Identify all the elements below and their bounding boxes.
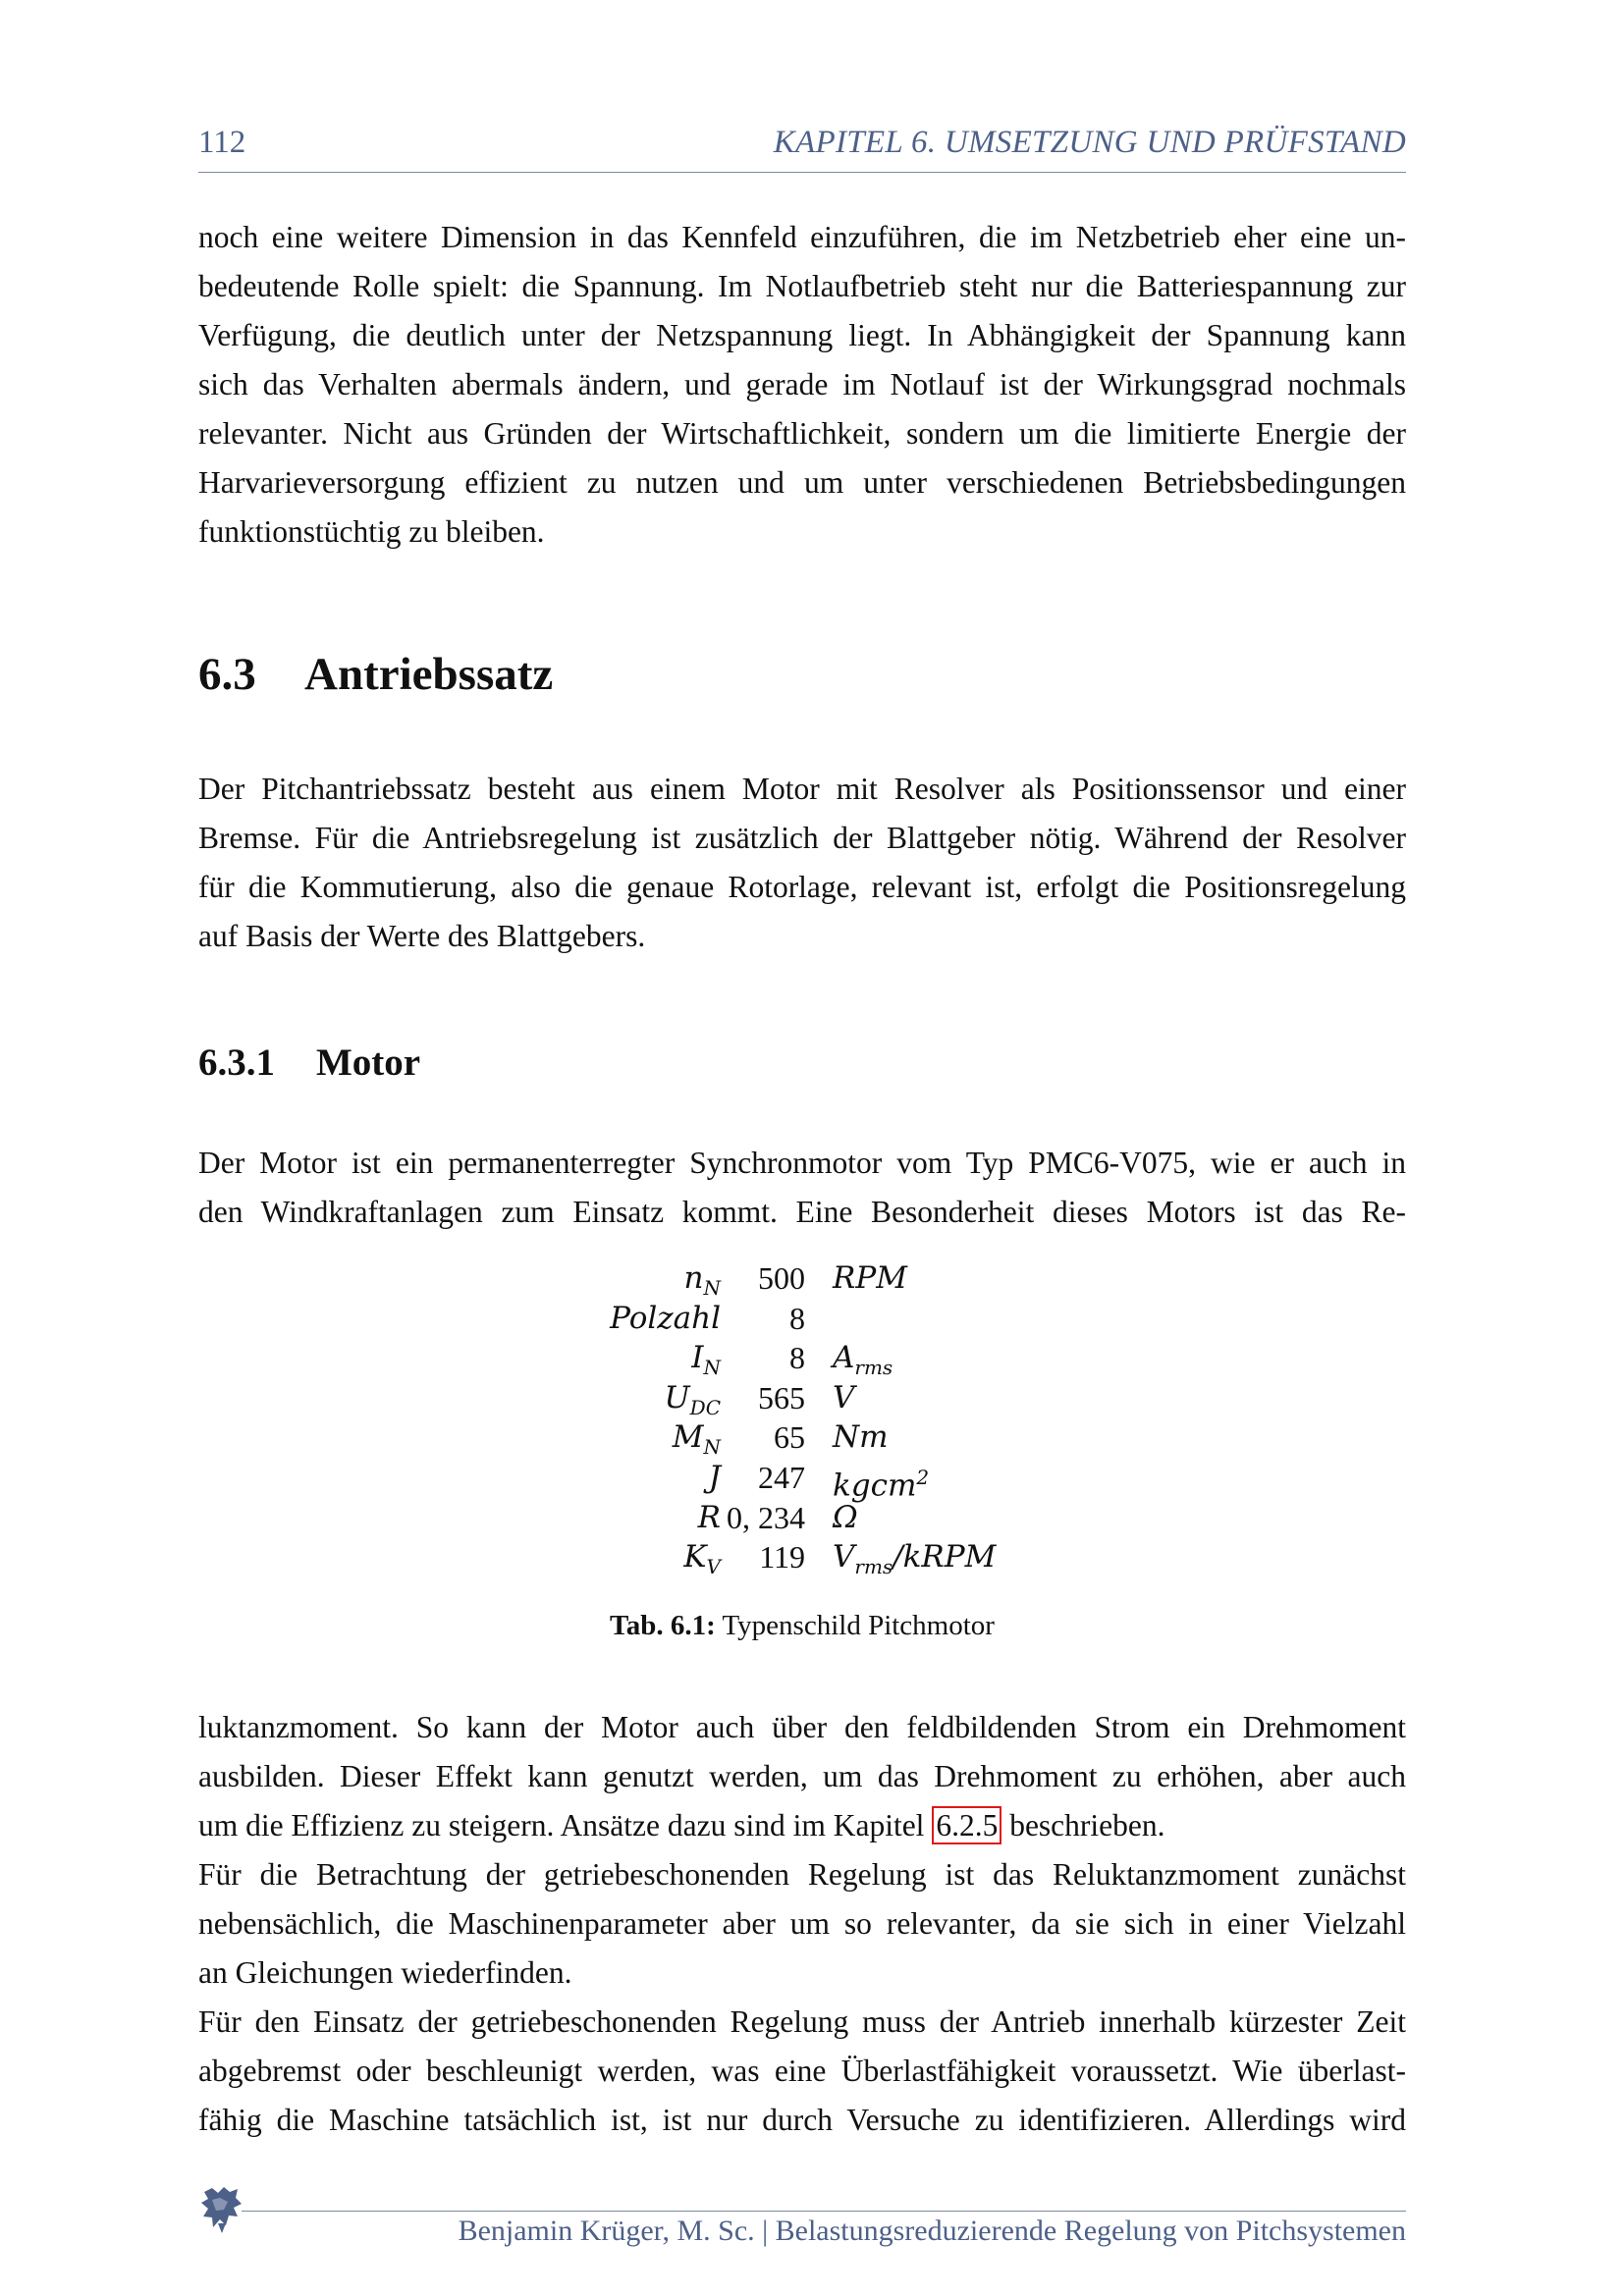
text-line: nebensächlich, die Maschinenparameter aber um so relevanter, da sie sich in einer Vielzahl bbox=[198, 1906, 1406, 1941]
text-line: funktionstüchtig zu bleiben. bbox=[198, 514, 545, 549]
text-line: Verfügung, die deutlich unter der Netzspannung liegt. In Abhängigkeit der Spannung kann bbox=[198, 318, 1406, 352]
spec-symbol: $M_N$ bbox=[672, 1419, 721, 1460]
text-line: sich das Verhalten abermals ändern, und gerade im Notlauf ist der Wirkungsgrad nochmals bbox=[198, 367, 1406, 401]
spec-value: 565 bbox=[758, 1379, 805, 1415]
text-line: für die Kommutierung, also die genaue Rotorlage, relevant ist, erfolgt die Positionsregelung bbox=[198, 870, 1406, 904]
text-line: relevanter. Nicht aus Gründen der Wirtschaftlichkeit, sondern um die limitierte Energie der bbox=[198, 416, 1406, 451]
spec-unit: Ω bbox=[833, 1499, 858, 1535]
spec-value: 8 bbox=[789, 1340, 805, 1376]
text-line: fähig die Maschine tatsächlich ist, ist nur durch Versuche zu identifizieren. Allerdings wird bbox=[198, 2103, 1406, 2137]
spec-row bbox=[581, 1417, 1033, 1458]
spec-row bbox=[581, 1537, 1033, 1577]
text-line: Für den Einsatz der getriebeschonenden Regelung muss der Antrieb innerhalb kürzester Zeit bbox=[198, 2004, 1406, 2039]
text-line: Für die Betrachtung der getriebeschonenden Regelung ist das Reluktanzmoment zunächst bbox=[198, 1857, 1406, 1892]
paragraph-intro bbox=[198, 213, 1406, 557]
spec-value: 0, 234 bbox=[727, 1499, 805, 1535]
text-line bbox=[198, 1801, 1406, 1850]
spec-row bbox=[581, 1258, 1033, 1299]
caption-text: Typenschild Pitchmotor bbox=[722, 1610, 995, 1641]
spec-row bbox=[581, 1299, 1033, 1339]
text-line: noch eine weitere Dimension in das Kennfeld einzuführen, die im Netzbetrieb eher eine un- bbox=[198, 220, 1406, 254]
footer-rule bbox=[242, 2211, 1406, 2212]
text-line: bedeutende Rolle spielt: die Spannung. Im Notlaufbetrieb steht nur die Batteriespannung zur bbox=[198, 269, 1406, 303]
section-number: 6.3 bbox=[198, 649, 256, 700]
spec-unit: $A_{rms}$ bbox=[833, 1340, 893, 1380]
spec-unit: kgcm$^2$ bbox=[833, 1465, 930, 1504]
spec-value: 119 bbox=[759, 1539, 805, 1575]
table-caption bbox=[198, 1610, 1406, 1642]
spec-table bbox=[581, 1258, 1033, 1577]
subsection-title: Motor bbox=[316, 1041, 421, 1084]
spec-unit: V bbox=[833, 1379, 855, 1415]
spec-symbol: $n_N$ bbox=[683, 1260, 721, 1301]
spec-value: 8 bbox=[789, 1300, 805, 1336]
text-line: abgebremst oder beschleunigt werden, was eine Überlastfähigkeit voraussetzt. Wie überlast- bbox=[198, 2054, 1406, 2088]
text-line: den Windkraftanlagen zum Einsatz kommt. Eine Besonderheit dieses Motors ist das Re- bbox=[198, 1195, 1406, 1229]
chapter-reference-link[interactable]: 6.2.5 bbox=[932, 1806, 1001, 1844]
spec-row bbox=[581, 1378, 1033, 1418]
spec-symbol: $I_N$ bbox=[691, 1340, 721, 1380]
spec-value: 500 bbox=[758, 1260, 805, 1296]
page bbox=[198, 0, 1406, 2296]
text-line: ausbilden. Dieser Effekt kann genutzt werden, um das Drehmoment zu erhöhen, aber auch bbox=[198, 1759, 1406, 1793]
text-line: Der Pitchantriebssatz besteht aus einem Motor mit Resolver als Positionssensor und einer bbox=[198, 772, 1406, 806]
spec-row bbox=[581, 1338, 1033, 1378]
paragraph-antriebssatz bbox=[198, 765, 1406, 961]
page-number: 112 bbox=[198, 125, 246, 160]
text-line: Bremse. Für die Antriebsregelung ist zusätzlich der Blattgeber nötig. Während der Resolver bbox=[198, 821, 1406, 855]
text-fragment: um die Effizienz zu steigern. Ansätze dazu sind im Kapitel bbox=[198, 1808, 933, 1842]
subsection-heading bbox=[198, 1041, 420, 1085]
subsection-number: 6.3.1 bbox=[198, 1041, 275, 1084]
text-fragment: beschrieben. bbox=[1001, 1808, 1165, 1842]
spec-unit: $V_{rms}$/kRPM bbox=[833, 1539, 997, 1579]
spec-symbol: R bbox=[697, 1499, 721, 1535]
caption-label: Tab. 6.1: bbox=[610, 1610, 716, 1641]
text-line: an Gleichungen wiederfinden. bbox=[198, 1955, 572, 1990]
paragraph-reluktanz bbox=[198, 1703, 1406, 2145]
section-heading bbox=[198, 648, 553, 701]
spec-symbol: $K_V$ bbox=[683, 1539, 721, 1579]
running-header bbox=[198, 123, 1406, 173]
spec-value: 65 bbox=[774, 1419, 805, 1456]
section-title: Antriebssatz bbox=[304, 649, 554, 700]
text-line: Harvarieversorgung effizient zu nutzen und um unter verschiedenen Betriebsbedingungen bbox=[198, 465, 1406, 500]
spec-unit: Nm bbox=[833, 1419, 889, 1456]
chapter-title: KAPITEL 6. UMSETZUNG UND PRÜFSTAND bbox=[773, 125, 1406, 160]
text-line: luktanzmoment. So kann der Motor auch über den feldbildenden Strom ein Drehmoment bbox=[198, 1710, 1406, 1744]
university-crest-icon bbox=[198, 2184, 245, 2235]
spec-row bbox=[581, 1498, 1033, 1538]
footer-text: Benjamin Krüger, M. Sc. | Belastungsreduzierende Regelung von Pitchsystemen bbox=[458, 2215, 1406, 2247]
spec-symbol: $U_{DC}$ bbox=[664, 1379, 721, 1419]
spec-symbol: Polzahl bbox=[610, 1300, 721, 1336]
spec-unit: RPM bbox=[833, 1260, 907, 1296]
spec-row bbox=[581, 1458, 1033, 1504]
spec-symbol: J bbox=[708, 1459, 721, 1495]
text-line: auf Basis der Werte des Blattgebers. bbox=[198, 919, 646, 953]
spec-value: 247 bbox=[758, 1459, 805, 1495]
text-line: Der Motor ist ein permanenterregter Synchronmotor vom Typ PMC6-V075, wie er auch in bbox=[198, 1146, 1406, 1180]
paragraph-motor bbox=[198, 1139, 1406, 1237]
